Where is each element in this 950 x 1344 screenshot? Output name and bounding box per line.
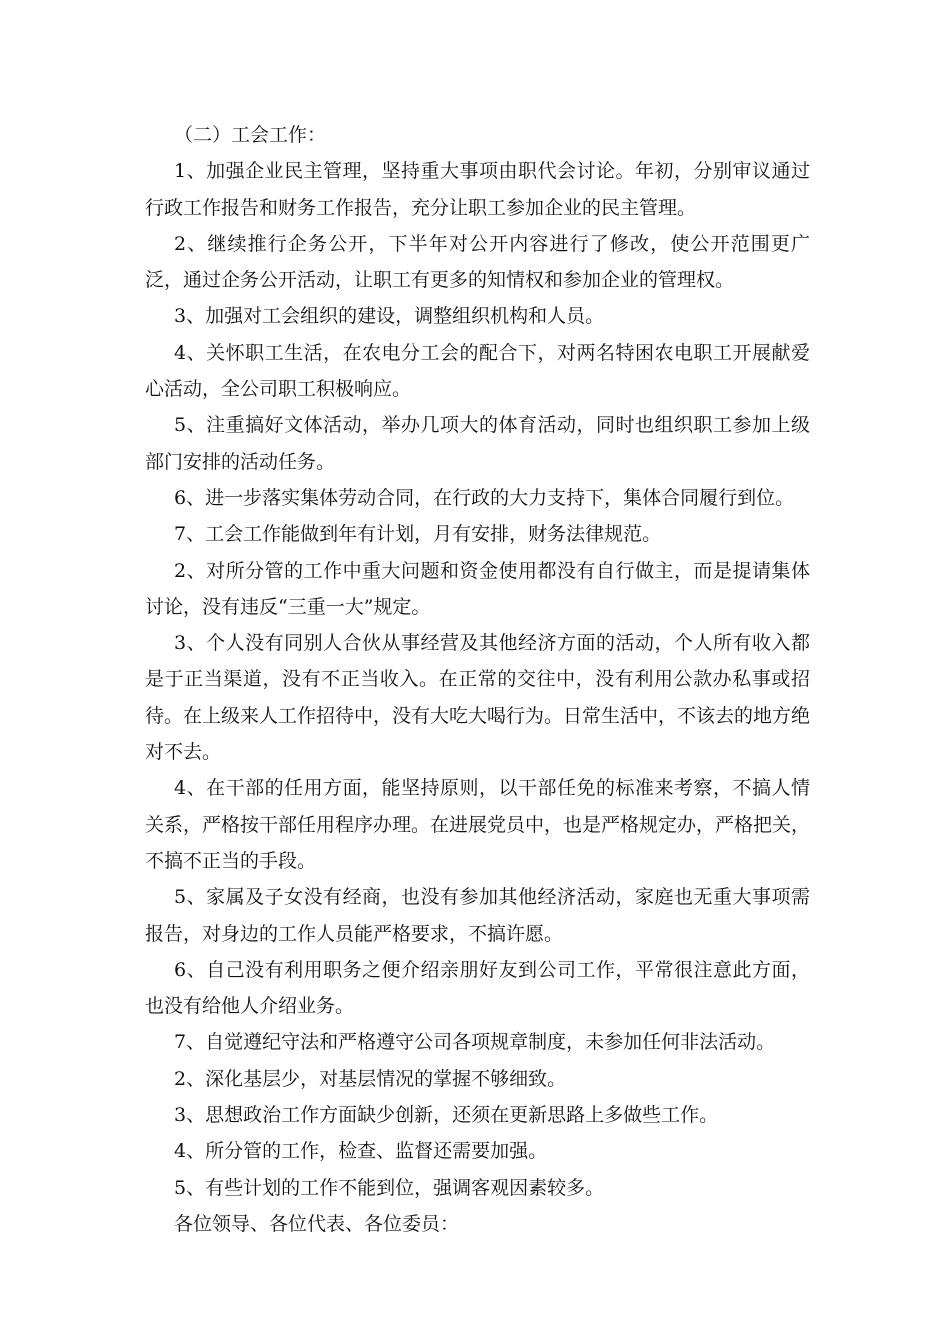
paragraph: 4、关怀职工生活，在农电分工会的配合下，对两名特困农电职工开展献爱心活动，全公司职工积极响应。	[145, 341, 810, 401]
paragraph: 7、自觉遵纪守法和严格遵守公司各项规章制度，未参加任何非法活动。	[174, 1031, 776, 1054]
section-heading: （二）工会工作：	[174, 124, 327, 146]
paragraph: 6、自己没有利用职务之便介绍亲朋好友到公司工作，平常很注意此方面，也没有给他人介绍业务。	[145, 958, 810, 1018]
paragraph: 2、继续推行企务公开，下半年对公开内容进行了修改，使公开范围更广泛，通过企务公开活动，让职工有更多的知情权和参加企业的管理权。	[145, 232, 810, 292]
paragraph: 5、家属及子女没有经商，也没有参加其他经济活动，家庭也无重大事项需报告，对身边的工作人员能严格要求，不搞许愿。	[145, 886, 810, 945]
paragraph: 7、工会工作能做到年有计划，月有安排，财务法律规范。	[174, 523, 662, 546]
paragraph: 3、思想政治工作方面缺少创新，还须在更新思路上多做些工作。	[174, 1104, 719, 1127]
paragraph: 2、深化基层少，对基层情况的掌握不够细致。	[174, 1067, 567, 1090]
paragraph: 5、注重搞好文体活动，举办几项大的体育活动，同时也组织职工参加上级部门安排的活动任务。	[145, 414, 810, 473]
paragraph: 4、所分管的工作，检查、监督还需要加强。	[174, 1140, 548, 1163]
paragraph: 3、加强对工会组织的建设，调整组织机构和人员。	[174, 305, 605, 328]
salutation: 各位领导、各位代表、各位委员：	[174, 1212, 460, 1235]
paragraph: 4、在干部的任用方面，能坚持原则，以干部任免的标准来考察，不搞人情关系，严格按干部任用程序办理。在进展党员中，也是严格规定办，严格把关，不搞不正当的手段。	[145, 777, 811, 872]
paragraph: 6、进一步落实集体劳动合同，在行政的大力支持下，集体合同履行到位。	[174, 486, 795, 509]
paragraph: 1、加强企业民主管理，坚持重大事项由职代会讨论。年初，分别审议通过行政工作报告和财务工作报告，充分让职工参加企业的民主管理。	[145, 160, 810, 219]
document-body	[145, 117, 810, 1242]
paragraph: 3、个人没有同别人合伙从事经营及其他经济方面的活动，个人所有收入都是于正当渠道，没有不正当收入。在正常的交往中，没有利用公款办私事或招待。在上级来人工作招待中，没有大吃大喝行为。日常生活中，不该去的地方绝对不去。	[145, 632, 811, 764]
paragraph: 2、对所分管的工作中重大问题和资金使用都没有自行做主，而是提请集体讨论，没有违反“三重一大”规定。	[145, 559, 810, 618]
paragraph: 5、有些计划的工作不能到位，强调客观因素较多。	[174, 1176, 605, 1199]
